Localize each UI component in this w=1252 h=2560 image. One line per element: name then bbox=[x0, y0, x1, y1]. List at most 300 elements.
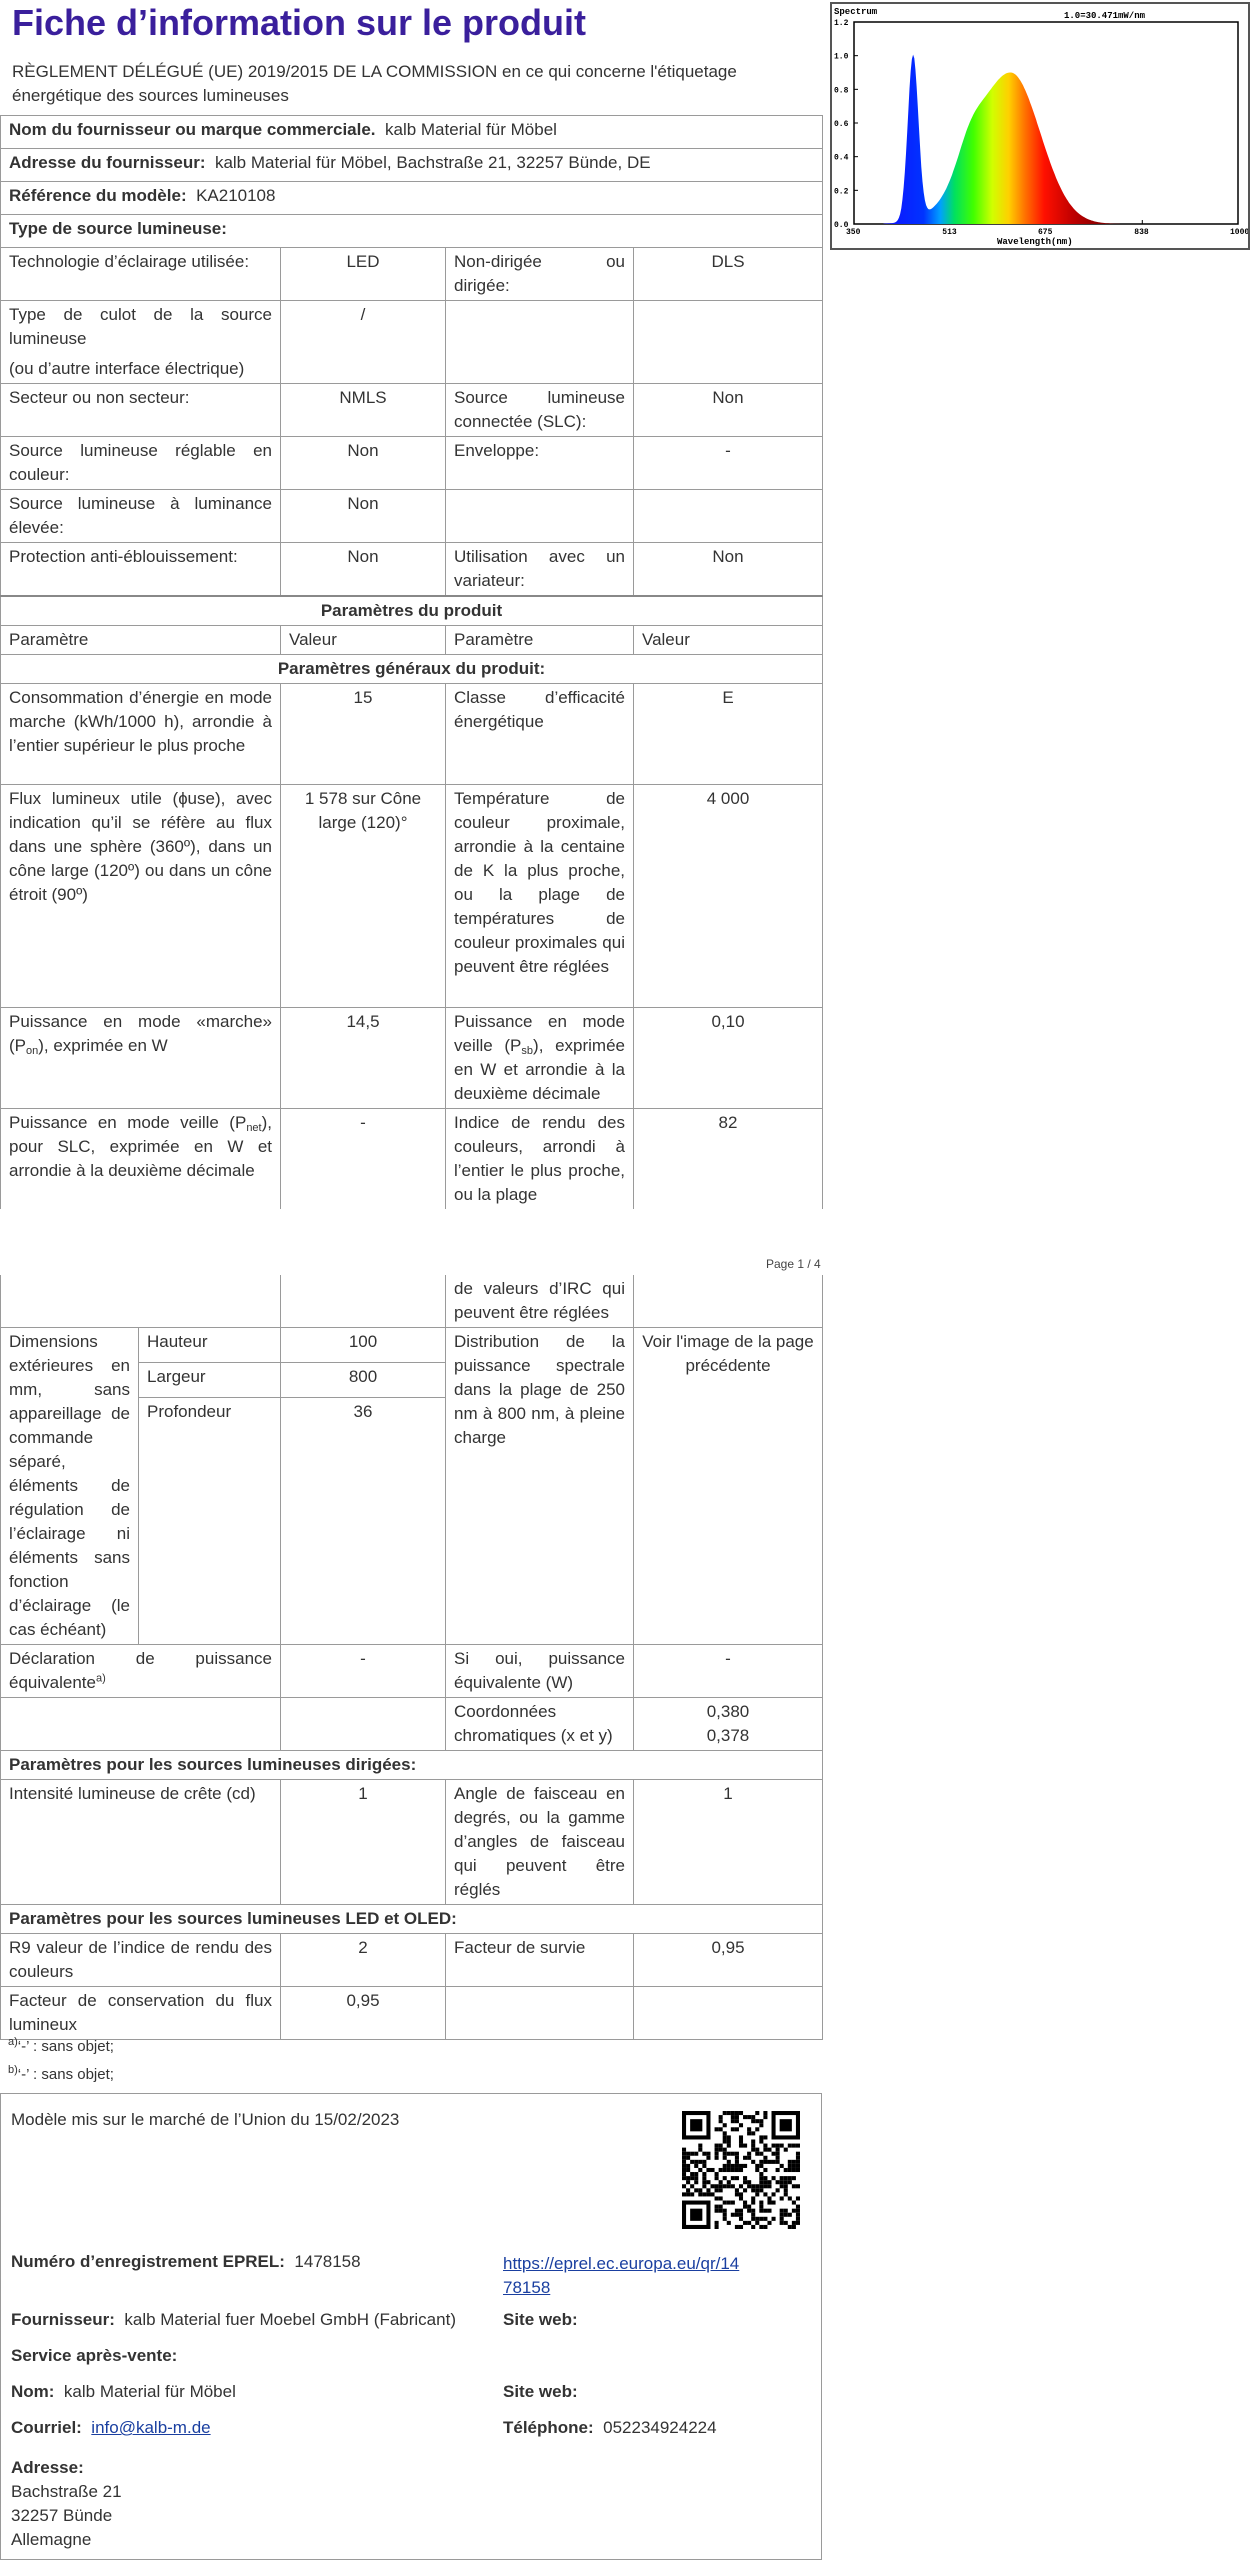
qr-module bbox=[706, 2192, 710, 2196]
qr-module bbox=[759, 2201, 763, 2205]
qr-module bbox=[686, 2152, 690, 2156]
qr-code-svg bbox=[682, 2111, 800, 2229]
qr-module bbox=[759, 2217, 763, 2221]
chroma-y: 0,378 bbox=[706, 1726, 750, 1745]
qr-module bbox=[751, 2184, 755, 2188]
param-label: Angle de faisceau en degrés, ou la gamme d’angles de faisceau qui peuvent être réglés bbox=[446, 1780, 634, 1905]
param-label: R9 valeur de l’indice de rendu des couleurs bbox=[1, 1934, 281, 1987]
qr-module bbox=[690, 2176, 694, 2180]
qr-module bbox=[747, 2131, 751, 2135]
qr-finder bbox=[682, 2111, 710, 2115]
qr-module bbox=[710, 2192, 714, 2196]
qr-module bbox=[759, 2188, 763, 2192]
eprel-url-line[interactable]: https://eprel.ec.europa.eu/qr/14 bbox=[503, 2254, 740, 2273]
qr-module bbox=[723, 2148, 727, 2152]
qr-module bbox=[792, 2209, 796, 2213]
qr-module bbox=[784, 2188, 788, 2192]
spectrum-y-tick-label: 0.6 bbox=[834, 120, 849, 129]
qr-module bbox=[755, 2152, 759, 2156]
equiv-label-text: Déclaration de puissance équivalente bbox=[9, 1649, 272, 1692]
param-value: 1 578 sur Cône large (120)° bbox=[281, 785, 446, 1008]
param-label: Flux lumineux utile (ɸuse), avec indication qu’il se réfère au flux dans une sphère (360º), dans un cône large (120º) ou dans un cône étroit (90º) bbox=[1, 785, 281, 1008]
qr-module bbox=[755, 2164, 759, 2168]
qr-module bbox=[731, 2115, 735, 2119]
type-value: Non bbox=[634, 384, 823, 437]
qr-module bbox=[792, 2168, 796, 2172]
qr-module bbox=[743, 2201, 747, 2205]
qr-module bbox=[763, 2135, 767, 2139]
qr-module bbox=[796, 2196, 800, 2200]
page-number: Page 1 / 4 bbox=[766, 1257, 821, 1271]
param-label: Classe d’efficacité énergétique bbox=[446, 684, 634, 785]
qr-module bbox=[715, 2176, 719, 2180]
qr-module bbox=[772, 2192, 776, 2196]
qr-module bbox=[698, 2148, 702, 2152]
qr-module bbox=[715, 2152, 719, 2156]
qr-finder bbox=[780, 2119, 792, 2131]
qr-module bbox=[739, 2111, 743, 2115]
qr-module bbox=[727, 2221, 731, 2225]
qr-module bbox=[719, 2184, 723, 2188]
qr-module bbox=[796, 2213, 800, 2217]
param-label bbox=[446, 1987, 634, 2040]
empty-cell bbox=[1, 1698, 281, 1751]
qr-module bbox=[792, 2184, 796, 2188]
qr-module bbox=[751, 2115, 755, 2119]
address-line: Bachstraße 21 bbox=[11, 2482, 122, 2501]
qr-module bbox=[743, 2221, 747, 2225]
qr-module bbox=[727, 2164, 731, 2168]
product-info-table-continued bbox=[0, 1275, 823, 2040]
qr-module bbox=[755, 2111, 759, 2115]
type-value: Non bbox=[634, 543, 823, 597]
type-row bbox=[1, 543, 823, 597]
service-label: Service après-vente: bbox=[11, 2346, 178, 2365]
qr-module bbox=[780, 2184, 784, 2188]
qr-module bbox=[723, 2156, 727, 2160]
qr-module bbox=[796, 2144, 800, 2148]
chroma-label: Coordonnées chromatiques (x et y) bbox=[446, 1698, 634, 1751]
qr-module bbox=[772, 2152, 776, 2156]
qr-module bbox=[776, 2156, 780, 2160]
type-label: Enveloppe: bbox=[446, 437, 634, 490]
param-row bbox=[1, 684, 823, 785]
spectrum-title: Spectrum bbox=[834, 7, 878, 17]
param-label: Intensité lumineuse de crête (cd) bbox=[1, 1780, 281, 1905]
address-label: Adresse: bbox=[11, 2458, 84, 2477]
light-source-type-row bbox=[1, 215, 823, 248]
qr-module bbox=[788, 2144, 792, 2148]
qr-module bbox=[763, 2148, 767, 2152]
address-line: Allemagne bbox=[11, 2530, 92, 2549]
qr-module bbox=[743, 2205, 747, 2209]
supplier-name-row bbox=[1, 116, 823, 149]
param-label-sub: sb bbox=[521, 1045, 534, 1057]
qr-module bbox=[723, 2201, 727, 2205]
qr-module bbox=[715, 2156, 719, 2160]
qr-module bbox=[763, 2192, 767, 2196]
qr-module bbox=[767, 2184, 771, 2188]
qr-module bbox=[739, 2217, 743, 2221]
qr-module bbox=[719, 2188, 723, 2192]
qr-module bbox=[796, 2209, 800, 2213]
qr-module bbox=[751, 2201, 755, 2205]
param-value: E bbox=[634, 684, 823, 785]
qr-module bbox=[739, 2123, 743, 2127]
qr-module bbox=[719, 2205, 723, 2209]
param-value: 0,10 bbox=[634, 1008, 823, 1109]
qr-finder bbox=[682, 2111, 686, 2139]
qr-module bbox=[719, 2144, 723, 2148]
qr-module bbox=[772, 2144, 776, 2148]
qr-module bbox=[698, 2188, 702, 2192]
qr-module bbox=[735, 2152, 739, 2156]
led-header: Paramètres pour les sources lumineuses LED et OLED: bbox=[1, 1905, 823, 1934]
placed-on-market: Modèle mis sur le marché de l’Union du 15/02/2023 bbox=[11, 2110, 400, 2129]
eprel-number bbox=[11, 2252, 361, 2272]
qr-module bbox=[702, 2176, 706, 2180]
spectrum-chart bbox=[830, 2, 1250, 250]
qr-module bbox=[759, 2184, 763, 2188]
page-title: Fiche d’information sur le produit bbox=[12, 2, 587, 43]
qr-module bbox=[784, 2176, 788, 2180]
qr-module bbox=[727, 2184, 731, 2188]
qr-module bbox=[788, 2225, 792, 2229]
qr-module bbox=[776, 2144, 780, 2148]
qr-module bbox=[727, 2144, 731, 2148]
qr-module bbox=[767, 2180, 771, 2184]
supplier-line bbox=[11, 2310, 456, 2330]
column-header-row bbox=[1, 626, 823, 655]
qr-module bbox=[715, 2148, 719, 2152]
qr-module bbox=[715, 2209, 719, 2213]
qr-module bbox=[788, 2176, 792, 2180]
equiv-value: - bbox=[634, 1645, 823, 1698]
qr-module bbox=[682, 2176, 686, 2180]
qr-module bbox=[792, 2164, 796, 2168]
qr-module bbox=[735, 2209, 739, 2213]
qr-module bbox=[796, 2164, 800, 2168]
general-params-row bbox=[1, 655, 823, 684]
product-params-row bbox=[1, 596, 823, 626]
qr-module bbox=[759, 2205, 763, 2209]
type-label bbox=[1, 301, 281, 384]
qr-module bbox=[723, 2168, 727, 2172]
dimension-name: Profondeur bbox=[139, 1398, 281, 1645]
eprel-label: Numéro d’enregistrement EPREL: bbox=[11, 2252, 285, 2271]
qr-module bbox=[735, 2192, 739, 2196]
qr-module bbox=[747, 2156, 751, 2160]
qr-module bbox=[792, 2176, 796, 2180]
qr-module bbox=[702, 2152, 706, 2156]
qr-module bbox=[723, 2152, 727, 2156]
qr-module bbox=[788, 2164, 792, 2168]
type-label-line: Type de culot de la source lumineuse bbox=[9, 305, 272, 348]
param-label: Facteur de conservation du flux lumineux bbox=[1, 1987, 281, 2040]
qr-module bbox=[706, 2188, 710, 2192]
dimension-value: 100 bbox=[281, 1328, 446, 1363]
qr-module bbox=[780, 2221, 784, 2225]
supplier-address-value: kalb Material für Möbel, Bachstraße 21, 32257 Bünde, DE bbox=[214, 153, 651, 172]
qr-module bbox=[772, 2160, 776, 2164]
qr-module bbox=[784, 2148, 788, 2152]
qr-module bbox=[792, 2144, 796, 2148]
qr-module bbox=[682, 2168, 686, 2172]
param-label-part: ), exprimée en W bbox=[38, 1036, 168, 1055]
qr-module bbox=[694, 2188, 698, 2192]
qr-module bbox=[739, 2144, 743, 2148]
qr-module bbox=[715, 2221, 719, 2225]
qr-module bbox=[763, 2176, 767, 2180]
qr-module bbox=[763, 2217, 767, 2221]
qr-module bbox=[759, 2152, 763, 2156]
qr-module bbox=[772, 2217, 776, 2221]
param-row bbox=[1, 1008, 823, 1109]
qr-module bbox=[702, 2160, 706, 2164]
empty-cell bbox=[281, 1275, 446, 1328]
general-params-header: Paramètres généraux du produit: bbox=[1, 655, 823, 684]
type-label: Secteur ou non secteur: bbox=[1, 384, 281, 437]
qr-module bbox=[735, 2156, 739, 2160]
qr-finder bbox=[682, 2135, 710, 2139]
qr-finder bbox=[682, 2225, 710, 2229]
type-value: NMLS bbox=[281, 384, 446, 437]
qr-module bbox=[743, 2156, 747, 2160]
qr-module bbox=[686, 2188, 690, 2192]
type-label bbox=[446, 301, 634, 384]
type-value: LED bbox=[281, 248, 446, 301]
qr-module bbox=[759, 2139, 763, 2143]
type-value: DLS bbox=[634, 248, 823, 301]
qr-module bbox=[690, 2192, 694, 2196]
qr-module bbox=[723, 2217, 727, 2221]
footnote-text: ‘-’ : sans objet; bbox=[17, 2038, 114, 2055]
qr-module bbox=[751, 2213, 755, 2217]
param-value: 0,95 bbox=[634, 1934, 823, 1987]
qr-module bbox=[796, 2217, 800, 2221]
qr-module bbox=[727, 2152, 731, 2156]
qr-module bbox=[776, 2160, 780, 2164]
product-params-header: Paramètres du produit bbox=[1, 596, 823, 626]
qr-module bbox=[719, 2115, 723, 2119]
qr-module bbox=[747, 2180, 751, 2184]
qr-finder bbox=[706, 2201, 710, 2229]
qr-module bbox=[731, 2168, 735, 2172]
param-value: 4 000 bbox=[634, 785, 823, 1008]
qr-module bbox=[788, 2196, 792, 2200]
qr-module bbox=[763, 2168, 767, 2172]
qr-module bbox=[682, 2148, 686, 2152]
type-value bbox=[634, 301, 823, 384]
qr-module bbox=[743, 2188, 747, 2192]
email-line bbox=[11, 2418, 211, 2438]
qr-module bbox=[780, 2144, 784, 2148]
qr-module bbox=[702, 2180, 706, 2184]
qr-module bbox=[792, 2221, 796, 2225]
qr-module bbox=[792, 2225, 796, 2229]
qr-module bbox=[727, 2139, 731, 2143]
dimension-name: Largeur bbox=[139, 1363, 281, 1398]
qr-module bbox=[759, 2176, 763, 2180]
equiv-footnote-mark: a) bbox=[95, 1672, 106, 1685]
qr-module bbox=[780, 2217, 784, 2221]
spectrum-x-tick-label: 350 bbox=[846, 228, 861, 237]
qr-module bbox=[743, 2176, 747, 2180]
eprel-url-line[interactable]: 78158 bbox=[503, 2278, 551, 2297]
qr-module bbox=[755, 2127, 759, 2131]
qr-module bbox=[710, 2168, 714, 2172]
qr-module bbox=[784, 2213, 788, 2217]
phone-label: Téléphone: bbox=[503, 2418, 594, 2437]
qr-module bbox=[715, 2205, 719, 2209]
footnote-text: ‘-’ : sans objet; bbox=[17, 2066, 114, 2083]
qr-module bbox=[739, 2196, 743, 2200]
qr-module bbox=[719, 2209, 723, 2213]
type-row bbox=[1, 490, 823, 543]
empty-cell bbox=[281, 1698, 446, 1751]
spectrum-y-tick-label: 1.0 bbox=[834, 52, 849, 62]
address-line: 32257 Bünde bbox=[11, 2506, 113, 2525]
qr-module bbox=[759, 2135, 763, 2139]
qr-module bbox=[686, 2156, 690, 2160]
model-ref-label: Référence du modèle: bbox=[9, 186, 187, 205]
footnote bbox=[8, 2066, 114, 2083]
param-value: 1 bbox=[634, 1780, 823, 1905]
qr-module bbox=[788, 2180, 792, 2184]
type-row bbox=[1, 384, 823, 437]
qr-module bbox=[755, 2221, 759, 2225]
qr-module bbox=[759, 2225, 763, 2229]
qr-module bbox=[776, 2168, 780, 2172]
param-value: 2 bbox=[281, 1934, 446, 1987]
chroma-value bbox=[634, 1698, 823, 1751]
type-row bbox=[1, 437, 823, 490]
eprel-link[interactable] bbox=[503, 2252, 739, 2300]
website2-label: Site web: bbox=[503, 2382, 578, 2401]
qr-module bbox=[682, 2192, 686, 2196]
param-label-part: Puissance en mode veille (P bbox=[9, 1113, 247, 1132]
qr-module bbox=[755, 2119, 759, 2123]
qr-module bbox=[719, 2127, 723, 2131]
supplier-address-row bbox=[1, 149, 823, 182]
qr-module bbox=[739, 2225, 743, 2229]
type-row bbox=[1, 248, 823, 301]
empty-cell bbox=[1, 1275, 281, 1328]
qr-module bbox=[719, 2180, 723, 2184]
param-label-sub: on bbox=[26, 1045, 39, 1057]
qr-module bbox=[690, 2152, 694, 2156]
phone-line bbox=[503, 2418, 717, 2438]
phone-value: 052234924224 bbox=[603, 2418, 717, 2437]
qr-module bbox=[682, 2172, 686, 2176]
qr-module bbox=[727, 2201, 731, 2205]
qr-module bbox=[776, 2180, 780, 2184]
email-link[interactable]: info@kalb-m.de bbox=[91, 2418, 211, 2437]
qr-module bbox=[796, 2156, 800, 2160]
equiv-label bbox=[1, 1645, 281, 1698]
spectrum-xlabel: Wavelength(nm) bbox=[997, 237, 1073, 247]
column-header: Paramètre bbox=[446, 626, 634, 655]
qr-module bbox=[694, 2164, 698, 2168]
spectrum-x-tick-label: 513 bbox=[942, 228, 957, 237]
light-source-type-header: Type de source lumineuse: bbox=[1, 215, 823, 248]
qr-module bbox=[747, 2152, 751, 2156]
type-label: Source lumineuse connectée (SLC): bbox=[446, 384, 634, 437]
qr-module bbox=[715, 2144, 719, 2148]
qr-module bbox=[735, 2119, 739, 2123]
qr-module bbox=[755, 2217, 759, 2221]
product-info-table bbox=[0, 115, 823, 1209]
qr-module bbox=[759, 2180, 763, 2184]
qr-module bbox=[731, 2184, 735, 2188]
qr-module bbox=[767, 2160, 771, 2164]
type-value: Non bbox=[281, 543, 446, 597]
qr-module bbox=[796, 2205, 800, 2209]
qr-module bbox=[780, 2196, 784, 2200]
param-row bbox=[1, 1987, 823, 2040]
qr-code[interactable] bbox=[682, 2111, 800, 2229]
qr-module bbox=[686, 2168, 690, 2172]
chroma-row bbox=[1, 1698, 823, 1751]
qr-module bbox=[723, 2111, 727, 2115]
dimension-name: Hauteur bbox=[139, 1328, 281, 1363]
qr-module bbox=[759, 2164, 763, 2168]
qr-module bbox=[735, 2164, 739, 2168]
model-ref-value: KA210108 bbox=[196, 186, 276, 205]
qr-module bbox=[719, 2196, 723, 2200]
qr-module bbox=[796, 2184, 800, 2188]
qr-module bbox=[731, 2152, 735, 2156]
qr-module bbox=[694, 2180, 698, 2184]
qr-module bbox=[715, 2184, 719, 2188]
spectrum-annotation: 1.0=30.471mW/nm bbox=[1064, 11, 1146, 21]
qr-module bbox=[735, 2160, 739, 2164]
param-label bbox=[446, 1008, 634, 1109]
type-value bbox=[634, 490, 823, 543]
qr-module bbox=[706, 2156, 710, 2160]
qr-module bbox=[719, 2119, 723, 2123]
qr-module bbox=[706, 2180, 710, 2184]
qr-module bbox=[747, 2221, 751, 2225]
qr-module bbox=[727, 2160, 731, 2164]
param-value bbox=[634, 1987, 823, 2040]
type-label-line: (ou d’autre interface électrique) bbox=[9, 359, 245, 378]
footnote bbox=[8, 2038, 114, 2055]
qr-module bbox=[780, 2213, 784, 2217]
qr-module bbox=[723, 2213, 727, 2217]
qr-module bbox=[715, 2127, 719, 2131]
qr-module bbox=[780, 2180, 784, 2184]
qr-module bbox=[763, 2111, 767, 2115]
name-line bbox=[11, 2382, 236, 2402]
spectrum-curve bbox=[884, 55, 1120, 224]
qr-module bbox=[682, 2164, 686, 2168]
type-value: Non bbox=[281, 490, 446, 543]
qr-module bbox=[715, 2196, 719, 2200]
spectrum-svg bbox=[832, 4, 1248, 248]
footnote-mark: b) bbox=[8, 2064, 18, 2076]
qr-finder bbox=[682, 2201, 686, 2229]
qr-module bbox=[780, 2209, 784, 2213]
column-header: Valeur bbox=[634, 626, 823, 655]
empty-cell bbox=[634, 1275, 823, 1328]
qr-module bbox=[735, 2176, 739, 2180]
qr-module bbox=[751, 2119, 755, 2123]
qr-module bbox=[723, 2139, 727, 2143]
qr-module bbox=[731, 2119, 735, 2123]
qr-module bbox=[751, 2217, 755, 2221]
type-label: Source lumineuse à luminance élevée: bbox=[1, 490, 281, 543]
